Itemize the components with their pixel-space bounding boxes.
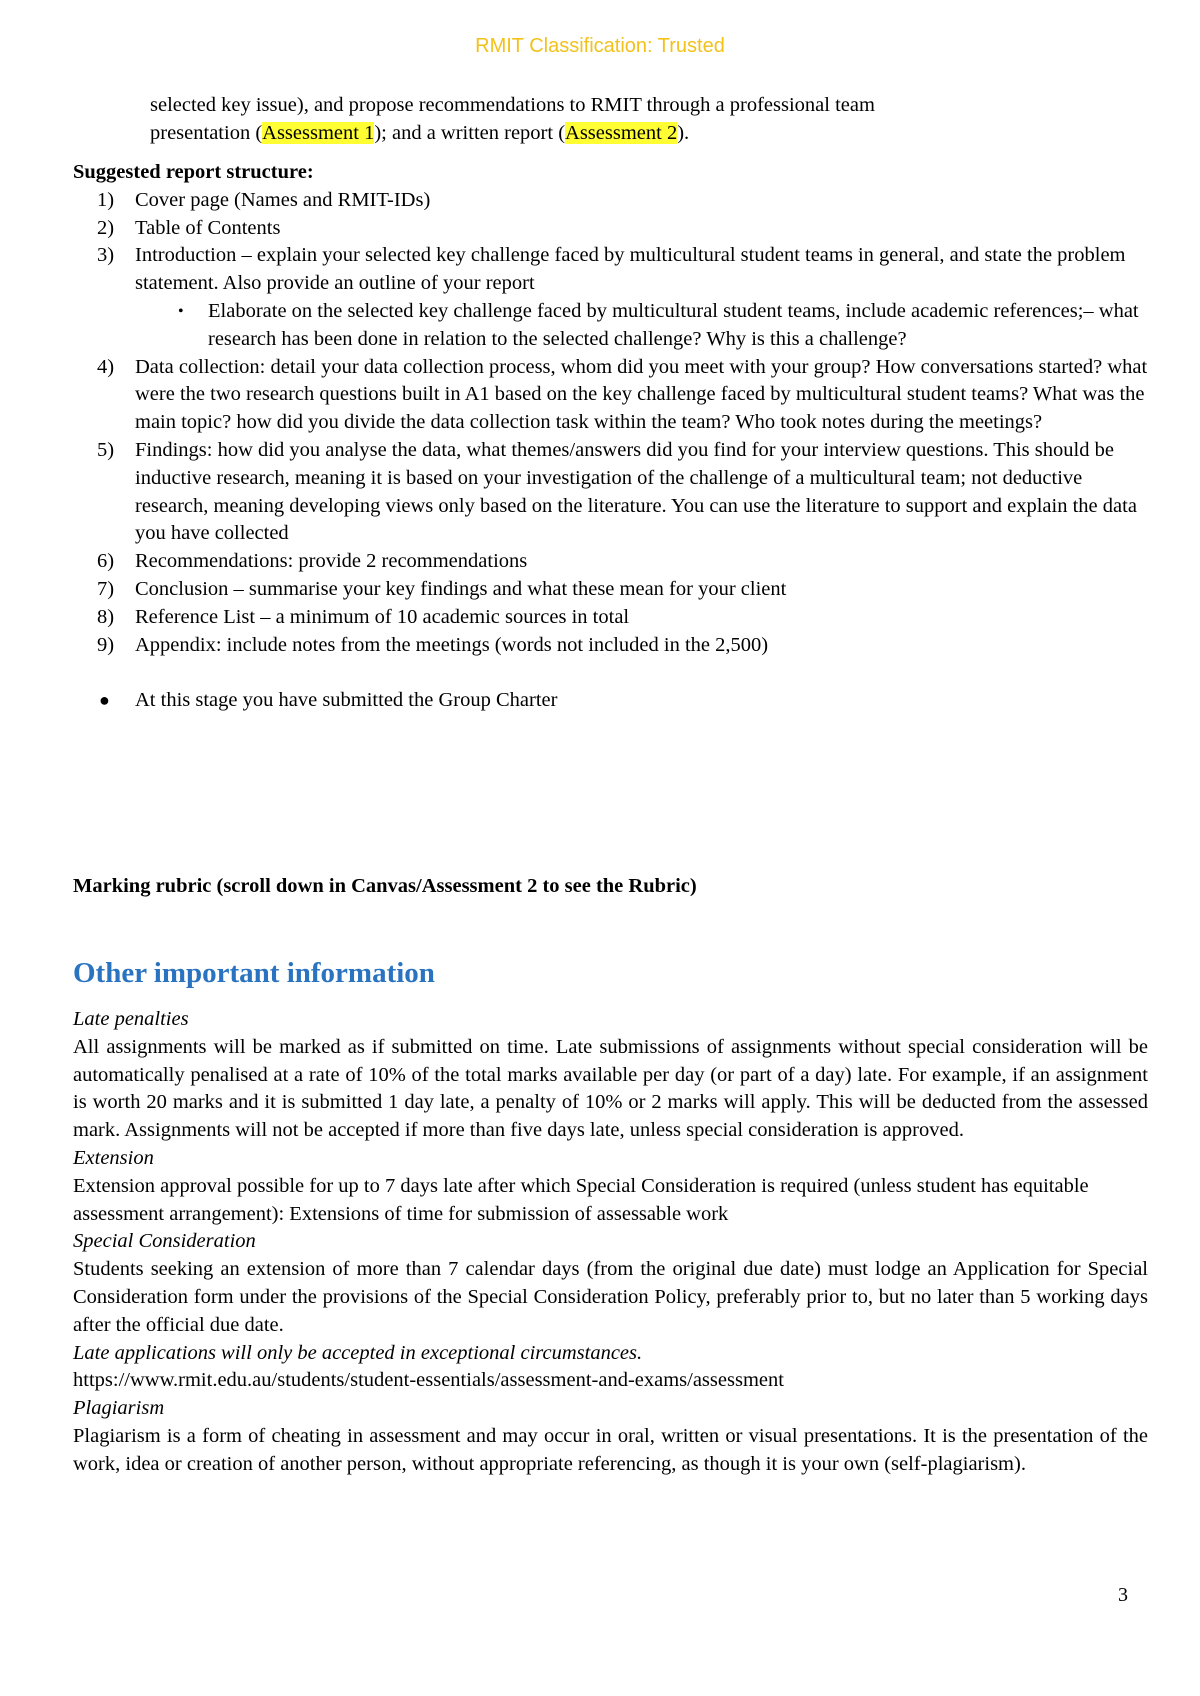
other-info-section: [73, 955, 1148, 1479]
list-number: 2): [97, 216, 115, 239]
charter-note-text: At this stage you have submitted the Group Charter: [135, 689, 558, 712]
assessment-1-highlight: Assessment 1: [262, 121, 375, 144]
extension-title: Extension: [73, 1146, 154, 1169]
list-number: 3): [97, 244, 115, 267]
list-item: [73, 215, 1148, 243]
special-consideration-body: Students seeking an extension of more than 7 calendar days (from the original due date) must lodge an Application for Special Consideration form under the provisions of the Special Consideration Policy, preferably prior to, but no later than 5 working days after the official due date.: [73, 1258, 1148, 1336]
plagiarism-title: Plagiarism: [73, 1397, 165, 1420]
charter-note: [73, 687, 1148, 715]
list-item: [73, 242, 1148, 353]
intro-line-1: selected key issue), and propose recommendations to RMIT through a professional team: [150, 94, 875, 116]
list-text: Introduction – explain your selected key challenge faced by multicultural student teams in general, and state the problem statement. Also provide an outline of your report: [135, 244, 1126, 295]
assessment-url[interactable]: https://www.rmit.edu.au/students/student-essentials/assessment-and-exams/assessment: [73, 1369, 784, 1392]
list-item: [73, 548, 1148, 576]
assessment-2-highlight: Assessment 2: [565, 121, 678, 144]
list-item: [73, 604, 1148, 632]
info-body: [73, 1006, 1148, 1479]
list-item: [73, 187, 1148, 215]
list-number: 7): [97, 577, 115, 600]
intro-text: presentation (: [150, 121, 263, 144]
page-number: 3: [1118, 1584, 1128, 1606]
list-text: Data collection: detail your data collection process, whom did you meet with your group? How conversations started? what were the two research questions built in A1 based on the key challenge faced by multicultural student teams? What was the main topic? how did you divide the data collection task within the team? Who took notes during the meetings?: [135, 355, 1148, 434]
classification-label: RMIT Classification: Trusted: [475, 35, 725, 57]
bullet-icon: ●: [99, 690, 110, 711]
structure-heading: Suggested report structure:: [73, 161, 314, 183]
intro-line-2: [150, 120, 1140, 148]
intro-text: ); and a written report (: [374, 121, 566, 144]
extension-body: Extension approval possible for up to 7 days late after which Special Consideration is required (unless student has equitable assessment arrangement): Extensions of time for submission of assessable work: [73, 1174, 1089, 1225]
list-text: Reference List – a minimum of 10 academic sources in total: [135, 605, 630, 628]
list-number: 6): [97, 550, 115, 573]
list-item: [73, 354, 1148, 437]
list-number: 4): [97, 355, 115, 378]
sub-list-text: Elaborate on the selected key challenge faced by multicultural student teams, include academic references;– what research has been done in relation to the selected challenge? Why is this a challenge?: [208, 299, 1139, 350]
intro-text: ).: [677, 121, 690, 144]
marking-rubric-note: Marking rubric (scroll down in Canvas/Assessment 2 to see the Rubric): [73, 875, 697, 897]
list-text: Table of Contents: [135, 216, 281, 239]
sub-list-item: [73, 298, 1148, 354]
late-applications-note: Late applications will only be accepted in exceptional circumstances.: [73, 1341, 643, 1364]
sub-list: [73, 298, 1148, 354]
list-number: 9): [97, 633, 115, 656]
list-item: [73, 576, 1148, 604]
late-penalties-title: Late penalties: [73, 1008, 189, 1030]
structure-list: [73, 187, 1148, 660]
list-number: 8): [97, 605, 115, 628]
list-number: 1): [97, 188, 115, 211]
plagiarism-body: Plagiarism is a form of cheating in assessment and may occur in oral, written or visual presentations. It is the presentation of the work, idea or creation of another person, without appropriate referencing, as though it is your own (self-plagiarism).: [73, 1424, 1148, 1475]
list-text: Conclusion – summarise your key findings and what these mean for your client: [135, 577, 787, 600]
report-structure-section: [73, 159, 1148, 715]
list-text: Appendix: include notes from the meetings (words not included in the 2,500): [135, 633, 769, 656]
list-text: Findings: how did you analyse the data, what themes/answers did you find for your interview questions. This should be inductive research, meaning it is based on your investigation of the challenge of a multicultural team; not deductive research, meaning developing views only based on the literature. You can use the literature to support and explain the data you have collected: [135, 438, 1137, 545]
special-consideration-title: Special Consideration: [73, 1230, 256, 1253]
section-heading: Other important information: [73, 957, 435, 989]
list-text: Cover page (Names and RMIT-IDs): [135, 188, 431, 211]
list-item: [73, 437, 1148, 548]
list-item: [73, 632, 1148, 660]
intro-paragraph: [150, 92, 1140, 148]
list-text: Recommendations: provide 2 recommendations: [135, 550, 528, 573]
list-number: 5): [97, 438, 115, 461]
late-penalties-body: All assignments will be marked as if submitted on time. Late submissions of assignments without special consideration will be automatically penalised at a rate of 10% of the total marks available per day (or part of a day) late. For example, if an assignment is worth 20 marks and it is submitted 1 day late, a penalty of 10% or 2 marks will apply. This will be deducted from the assessed mark. Assignments will not be accepted if more than five days late, unless special consideration is approved.: [73, 1035, 1148, 1142]
bullet-icon: •: [178, 302, 184, 320]
